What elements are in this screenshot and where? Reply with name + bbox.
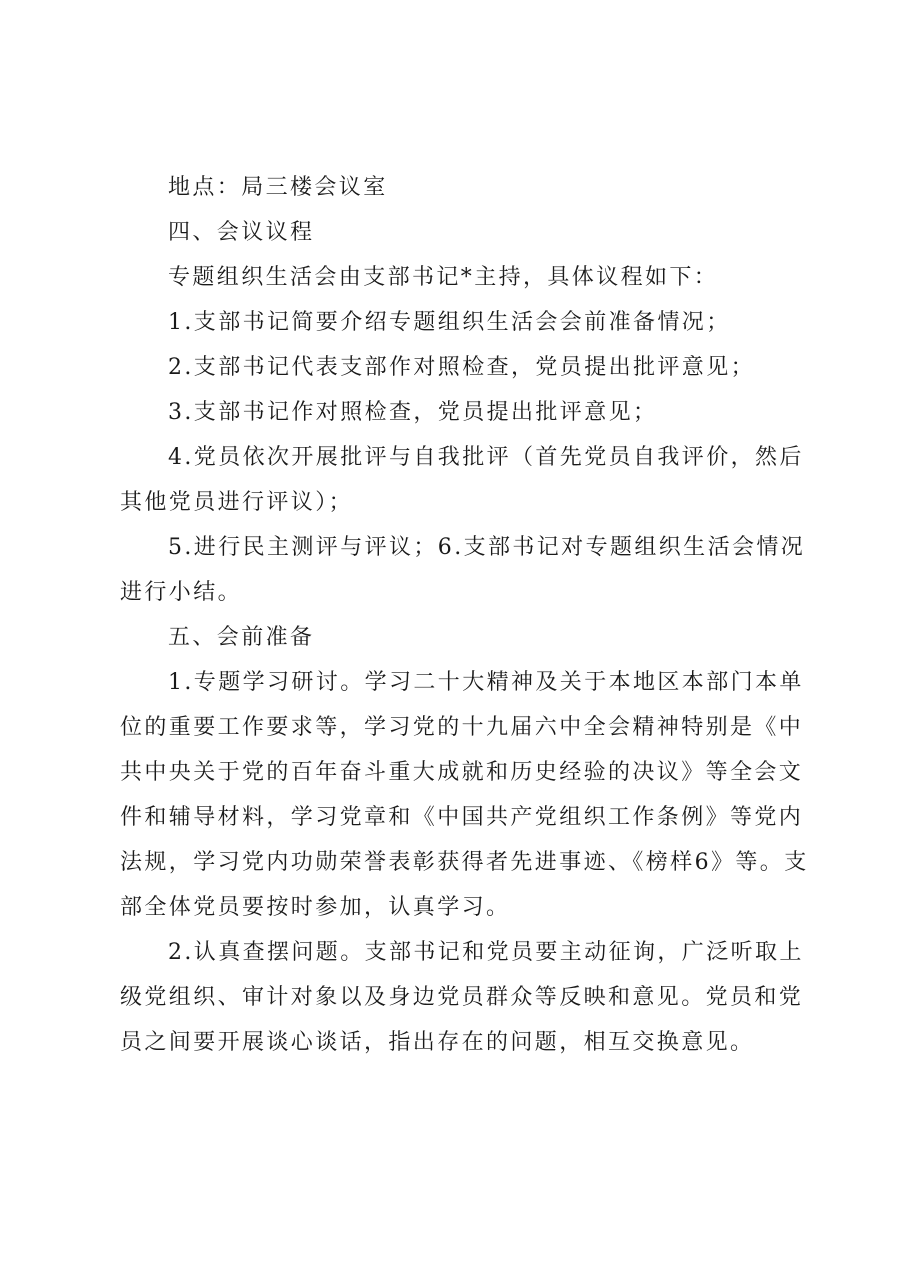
- meeting-location: 地点：局三楼会议室: [168, 175, 388, 200]
- agenda-item-3: 3.支部书记作对照检查，党员提出批评意见；: [168, 400, 658, 425]
- agenda-item-1: 1.支部书记简要介绍专题组织生活会会前准备情况；: [168, 310, 731, 335]
- preparation-item-2: 2.认真查摆问题。支部书记和党员要主动征询，广泛听取上级党组织、审计对象以及身边党员群众等反映和意见。党员和党员之间要开展谈心谈话，指出存在的问题，相互交换意见。: [120, 940, 804, 1055]
- preparation-item-1: 1.专题学习研讨。学习二十大精神及关于本地区本部门本单位的重要工作要求等，学习党的十九届六中全会精神特别是《中共中央关于党的百年奋斗重大成就和历史经验的决议》等全会文件和辅导材料，学习党章和《中国共产党组织工作条例》等党内法规，学习党内功勋荣誉表彰获得者先进事迹、《榜样6》等。支部全体党员要按时参加，认真学习。: [120, 670, 809, 920]
- agenda-item-2: 2.支部书记代表支部作对照检查，党员提出批评意见；: [168, 355, 755, 380]
- agenda-intro: 专题组织生活会由支部书记*主持，具体议程如下：: [168, 265, 719, 290]
- agenda-item-4: 4.党员依次开展批评与自我批评（首先党员自我评价，然后其他党员进行评议）；: [120, 445, 804, 515]
- section-heading-preparation: 五、会前准备: [168, 625, 315, 650]
- document-body: [120, 165, 810, 1065]
- section-heading-agenda: 四、会议议程: [168, 220, 315, 245]
- agenda-item-5-6: 5.进行民主测评与评议；6.支部书记对专题组织生活会情况进行小结。: [120, 535, 806, 605]
